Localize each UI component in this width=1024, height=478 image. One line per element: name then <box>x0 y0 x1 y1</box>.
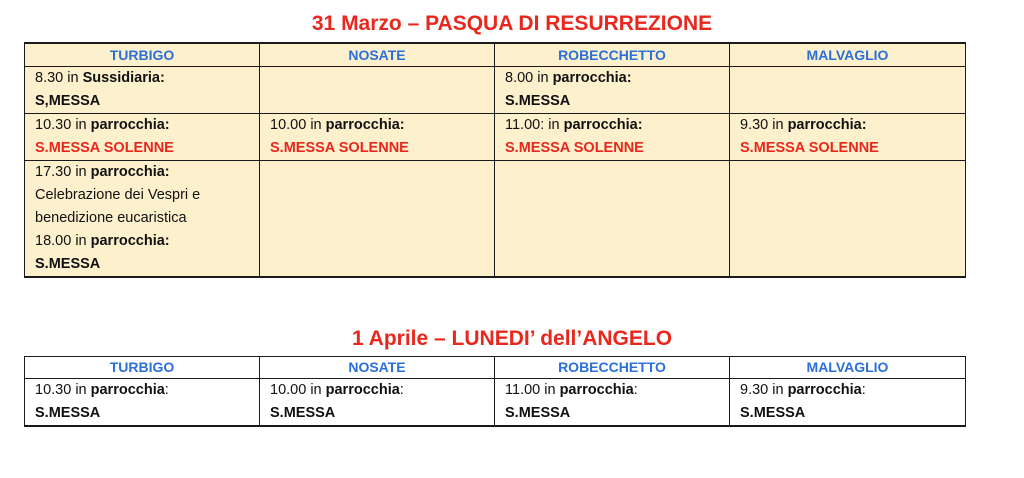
place-text: parrocchia: <box>787 117 867 133</box>
header-malvaglio: MALVAGLIO <box>730 357 966 379</box>
colon-text: : <box>633 382 638 398</box>
place-text: parrocchia: <box>90 164 170 180</box>
place-text: parrocchia: <box>552 70 632 86</box>
header-malvaglio: MALVAGLIO <box>730 43 966 67</box>
event-text: S.MESSA <box>505 93 571 109</box>
section-title-easter: 31 Marzo – PASQUA DI RESURREZIONE <box>311 12 713 35</box>
place-text: parrocchia <box>559 382 634 398</box>
cell-robecchetto <box>495 161 730 278</box>
cell-nosate <box>260 67 495 114</box>
header-turbigo: TURBIGO <box>25 357 260 379</box>
cell-turbigo <box>25 161 260 278</box>
event-text: S.MESSA <box>740 405 806 421</box>
table-row <box>25 114 966 161</box>
time-text: 18.00 in <box>35 233 91 249</box>
cell-turbigo <box>25 67 260 114</box>
place-text: parrocchia: <box>90 117 170 133</box>
schedule-table-easter-monday <box>24 356 966 427</box>
event-text: S.MESSA SOLENNE <box>35 140 174 156</box>
event-text: S.MESSA <box>35 405 101 421</box>
time-text: 10.00 in <box>270 382 326 398</box>
event-text: S.MESSA <box>270 405 336 421</box>
event-text: S.MESSA SOLENNE <box>505 140 644 156</box>
cell-malvaglio <box>730 379 966 427</box>
place-text: parrocchia <box>90 382 165 398</box>
event-text: S.MESSA SOLENNE <box>270 140 409 156</box>
table-row <box>25 379 966 427</box>
table-header-row <box>25 43 966 67</box>
header-robecchetto: ROBECCHETTO <box>495 43 730 67</box>
colon-text: : <box>399 382 404 398</box>
time-text: 8.00 in <box>505 70 553 86</box>
cell-robecchetto <box>495 114 730 161</box>
cell-nosate <box>260 379 495 427</box>
time-text: 17.30 in <box>35 164 91 180</box>
time-text: 10.30 in <box>35 117 91 133</box>
cell-nosate <box>260 161 495 278</box>
colon-text: : <box>861 382 866 398</box>
place-text: parrocchia <box>325 382 400 398</box>
place-text: parrocchia: <box>90 233 170 249</box>
table-row <box>25 161 966 278</box>
section-title-easter-monday: 1 Aprile – LUNEDI’ dell’ANGELO <box>351 327 673 350</box>
place-text: parrocchia: <box>563 117 643 133</box>
place-text: Sussidiaria: <box>82 70 165 86</box>
time-text: 10.00 in <box>270 117 326 133</box>
description-text: benedizione eucaristica <box>35 210 187 226</box>
event-text: S.MESSA <box>35 256 101 272</box>
place-text: parrocchia <box>787 382 862 398</box>
time-text: 8.30 in <box>35 70 83 86</box>
place-text: parrocchia: <box>325 117 405 133</box>
header-turbigo: TURBIGO <box>25 43 260 67</box>
cell-turbigo <box>25 379 260 427</box>
time-text: 9.30 in <box>740 382 788 398</box>
cell-nosate <box>260 114 495 161</box>
cell-malvaglio <box>730 114 966 161</box>
header-nosate: NOSATE <box>260 43 495 67</box>
time-text: 11.00: in <box>505 117 564 133</box>
header-nosate: NOSATE <box>260 357 495 379</box>
cell-malvaglio <box>730 161 966 278</box>
time-text: 10.30 in <box>35 382 91 398</box>
event-text: S.MESSA SOLENNE <box>740 140 879 156</box>
time-text: 9.30 in <box>740 117 788 133</box>
cell-robecchetto <box>495 67 730 114</box>
table-header-row <box>25 357 966 379</box>
cell-turbigo <box>25 114 260 161</box>
event-text: S,MESSA <box>35 93 101 109</box>
time-text: 11.00 in <box>505 382 560 398</box>
description-text: Celebrazione dei Vespri e <box>35 187 201 203</box>
cell-malvaglio <box>730 67 966 114</box>
colon-text: : <box>164 382 169 398</box>
header-robecchetto: ROBECCHETTO <box>495 357 730 379</box>
table-row <box>25 67 966 114</box>
schedule-table-easter <box>24 42 966 278</box>
cell-robecchetto <box>495 379 730 427</box>
event-text: S.MESSA <box>505 405 571 421</box>
